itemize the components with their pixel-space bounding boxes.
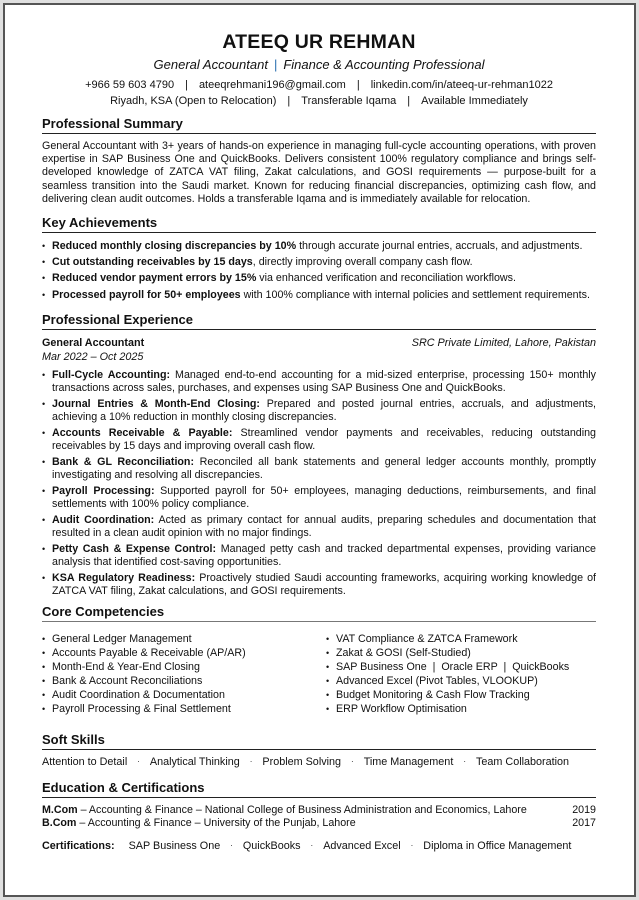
experience-item bbox=[42, 514, 596, 540]
contact-separator: | bbox=[356, 79, 360, 91]
section-title-achievements: Key Achievements bbox=[42, 215, 596, 233]
phone-number: +966 59 603 4790 bbox=[85, 79, 175, 91]
achievement-highlight: Cut outstanding receivables by 15 days bbox=[52, 256, 253, 269]
competency-item: • Accounts Payable & Receivable (AP/AR) bbox=[42, 647, 322, 661]
job-dates: Mar 2022 – Oct 2025 bbox=[42, 351, 144, 363]
section-title-summary: Professional Summary bbox=[42, 116, 596, 134]
degree-name: M.Com bbox=[42, 804, 78, 816]
experience-item-label: Petty Cash & Expense Control: bbox=[52, 543, 217, 555]
subtitle-role: General Accountant bbox=[153, 57, 268, 72]
experience-item bbox=[42, 398, 596, 424]
soft-skills-list bbox=[42, 756, 596, 768]
achievement-detail: , directly improving overall company cash flow. bbox=[252, 256, 473, 269]
achievement-detail: through accurate journal entries, accruals, and adjustments. bbox=[296, 240, 583, 252]
experience-item bbox=[42, 543, 596, 569]
contact-line-1 bbox=[42, 79, 596, 91]
experience-item-text: Acted as primary contact for annual audits, preparing schedules and documentation that resulted in a clean audit opinion with no major findings. bbox=[52, 514, 596, 540]
section-title-competencies: Core Competencies bbox=[42, 604, 596, 622]
contact-line-2 bbox=[42, 95, 596, 107]
linkedin-link[interactable]: linkedin.com/in/ateeq-ur-rehman1022 bbox=[370, 79, 553, 91]
experience-item-text: Managed petty cash and tracked departmental expenses, providing variance analysis that identified cost-saving opportunities. bbox=[52, 543, 596, 569]
separator-dot: · bbox=[310, 841, 314, 850]
achievements-list bbox=[42, 240, 596, 305]
achievement-detail: via enhanced verification and reconciliation workflows. bbox=[256, 272, 516, 285]
experience-item-label: Accounts Receivable & Payable: bbox=[52, 427, 233, 439]
separator-dot: · bbox=[249, 757, 253, 766]
certifications-list bbox=[42, 840, 596, 852]
contact-separator: | bbox=[407, 95, 411, 107]
degree-field: – Accounting & Finance – bbox=[76, 817, 204, 829]
experience-item bbox=[42, 572, 596, 598]
education-row bbox=[42, 817, 596, 829]
certification: Advanced Excel bbox=[323, 840, 401, 852]
visa-status: Transferable Iqama bbox=[301, 95, 397, 107]
competency-item: • Month-End & Year-End Closing bbox=[42, 661, 322, 675]
certification: Diploma in Office Management bbox=[423, 840, 572, 852]
experience-item bbox=[42, 427, 596, 453]
availability: Available Immediately bbox=[421, 95, 528, 107]
competency-item: • Bank & Account Reconciliations bbox=[42, 675, 322, 689]
achievement-detail: with 100% compliance with internal policies and settlement requirements. bbox=[240, 288, 590, 301]
graduation-year: 2019 bbox=[572, 804, 596, 816]
experience-item-text: Reconciled all bank statements and general ledger accounts monthly, promptly investigating and resolving all discrepancies. bbox=[52, 456, 596, 482]
competency-item: • SAP Business One | Oracle ERP | QuickBooks bbox=[326, 661, 596, 675]
soft-skill: Attention to Detail bbox=[42, 756, 128, 768]
degree-field: – Accounting & Finance – bbox=[77, 804, 205, 816]
experience-item bbox=[42, 369, 596, 395]
experience-item-text: Streamlined vendor payments and receivables, reducing outstanding receivables by 15 days and improving overall cash flow. bbox=[52, 427, 596, 453]
achievement-item bbox=[42, 289, 596, 302]
section-title-soft-skills: Soft Skills bbox=[42, 732, 596, 750]
soft-skill: Analytical Thinking bbox=[149, 756, 240, 768]
certification: QuickBooks bbox=[242, 840, 301, 852]
experience-item-text: Managed end-to-end accounting for a mid-sized enterprise, processing 150+ monthly transactions across sales, purchases, and expenses using SAP Business One and QuickBooks. bbox=[52, 369, 596, 395]
separator-dot: · bbox=[230, 841, 233, 850]
experience-item-text: Prepared and posted journal entries, accruals, and adjustments, achieving a 10% reduction in monthly closing discrepancies. bbox=[52, 398, 597, 424]
candidate-name: ATEEQ UR REHMAN bbox=[222, 31, 416, 53]
section-title-education: Education & Certifications bbox=[42, 780, 596, 798]
competency-item: • ERP Workflow Optimisation bbox=[326, 703, 596, 717]
job-company: SRC Private Limited, Lahore, Pakistan bbox=[411, 337, 596, 349]
experience-item bbox=[42, 456, 596, 482]
achievement-item bbox=[42, 272, 596, 285]
competency-item: • Zakat & GOSI (Self-Studied) bbox=[326, 647, 596, 661]
separator-dot: · bbox=[410, 841, 414, 850]
resume-page bbox=[3, 3, 636, 897]
degree-name: B.Com bbox=[42, 817, 77, 829]
competency-item: • Payroll Processing & Final Settlement bbox=[42, 703, 322, 717]
competency-item: • VAT Compliance & ZATCA Framework bbox=[326, 633, 596, 647]
achievement-item bbox=[42, 240, 596, 253]
job-title: General Accountant bbox=[42, 337, 145, 349]
separator-dot: · bbox=[463, 757, 466, 766]
separator-dot: · bbox=[137, 757, 140, 766]
experience-item-label: Full-Cycle Accounting: bbox=[52, 369, 171, 381]
contact-separator: | bbox=[287, 95, 291, 107]
section-title-experience: Professional Experience bbox=[42, 312, 596, 330]
experience-item-text: Proactively studied Saudi accounting frameworks, acquiring working knowledge of ZATCA VAT filing, Zakat calculations, and GOSI requirements. bbox=[52, 572, 596, 598]
experience-item-label: Audit Coordination: bbox=[52, 514, 155, 526]
achievement-item bbox=[42, 256, 596, 269]
graduation-year: 2017 bbox=[572, 817, 596, 829]
experience-item-label: KSA Regulatory Readiness: bbox=[52, 572, 196, 584]
experience-item-label: Payroll Processing: bbox=[52, 485, 155, 497]
summary-text: General Accountant with 3+ years of hands-on experience in managing full-cycle accounting operations, with proven expertise in SAP Business One and QuickBooks. Delivers consistent 100% regulatory compliance and brings self-developed knowledge of ZATCA VAT filing, Zakat calculations, and GOSI requirements — purpose-built for a seamless transition into the Saudi market. Known for reducing financial discrepancies, optimizing cash flow, and delivering clean audit outcomes. Holds a transferable Iqama and is immediately available for relocation. bbox=[42, 140, 596, 205]
separator-dot: · bbox=[351, 757, 354, 766]
soft-skill: Problem Solving bbox=[262, 756, 342, 768]
certification: SAP Business One bbox=[128, 840, 221, 852]
competencies-left-column bbox=[42, 633, 322, 716]
achievement-highlight: Reduced vendor payment errors by 15% bbox=[52, 272, 257, 285]
competency-item: • General Ledger Management bbox=[42, 633, 322, 647]
soft-skill: Time Management bbox=[363, 756, 454, 768]
email-link[interactable]: ateeqrehmani196@gmail.com bbox=[198, 79, 346, 91]
competency-item: • Audit Coordination & Documentation bbox=[42, 689, 322, 703]
subtitle-separator: | bbox=[273, 57, 278, 72]
certifications-label: Certifications: bbox=[42, 840, 115, 852]
experience-bullets bbox=[42, 369, 596, 601]
subtitle-field: Finance & Accounting Professional bbox=[283, 57, 485, 72]
soft-skill: Team Collaboration bbox=[476, 756, 570, 768]
experience-item-text: Supported payroll for 50+ employees, managing deductions, reimbursements, and final settlements with 100% policy compliance. bbox=[52, 485, 596, 511]
achievement-highlight: Processed payroll for 50+ employees bbox=[52, 288, 241, 301]
contact-separator: | bbox=[185, 79, 188, 91]
achievement-highlight: Reduced monthly closing discrepancies by 10% bbox=[52, 240, 297, 252]
competencies-right-column bbox=[326, 633, 596, 716]
education-row bbox=[42, 804, 596, 816]
candidate-subtitle bbox=[42, 57, 596, 72]
competency-item: • Advanced Excel (Pivot Tables, VLOOKUP) bbox=[326, 675, 596, 689]
experience-item bbox=[42, 485, 596, 511]
school-name: National College of Business Administration and Economics, Lahore bbox=[204, 804, 527, 816]
experience-item-label: Bank & GL Reconciliation: bbox=[52, 456, 195, 468]
school-name: University of the Punjab, Lahore bbox=[203, 817, 356, 829]
experience-item-label: Journal Entries & Month-End Closing: bbox=[52, 398, 260, 410]
competency-item: • Budget Monitoring & Cash Flow Tracking bbox=[326, 689, 596, 703]
location: Riyadh, KSA (Open to Relocation) bbox=[110, 95, 277, 107]
